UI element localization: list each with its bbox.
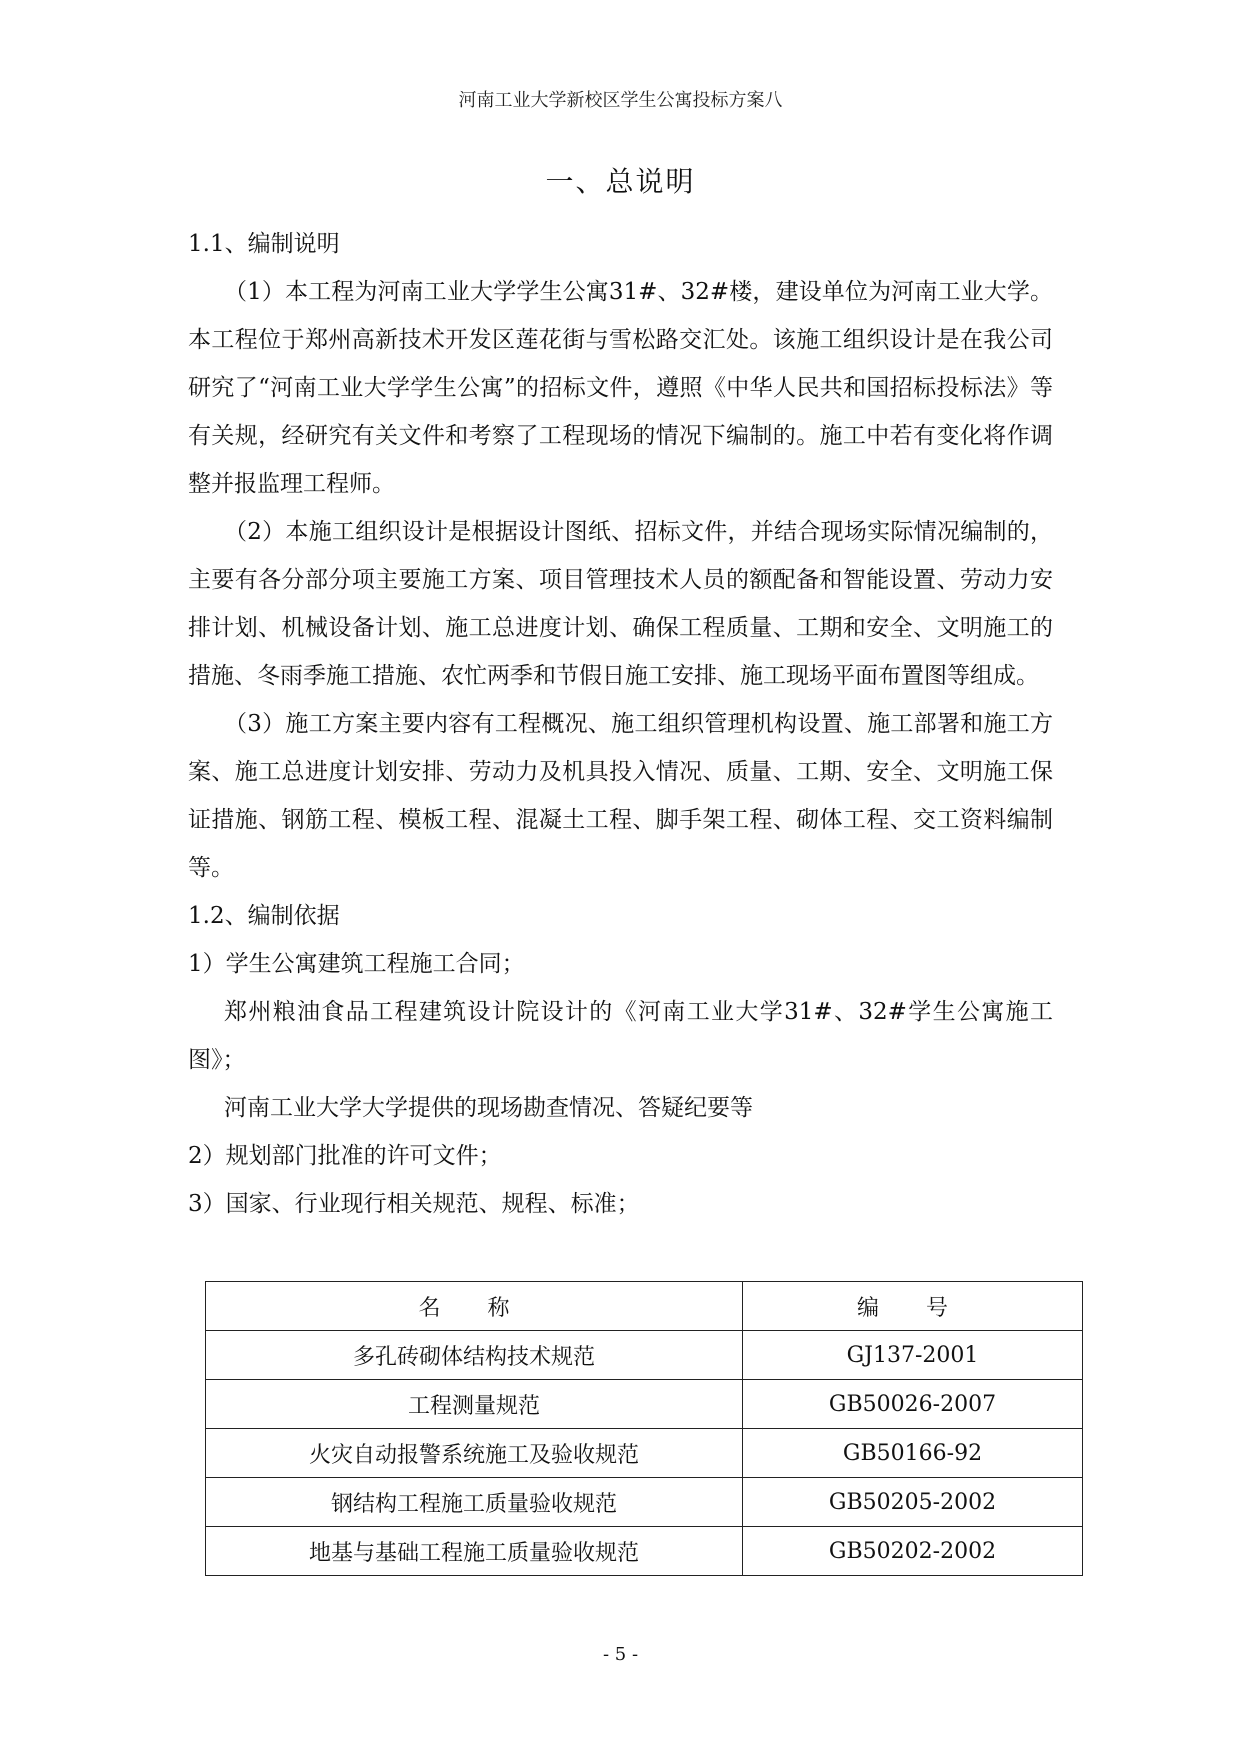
standard-name: 工程测量规范 <box>206 1380 743 1429</box>
table-header-row <box>206 1282 1083 1331</box>
paragraph-1: （1）本工程为河南工业大学学生公寓31#、32#楼，建设单位为河南工业大学。本工程位于郑州高新技术开发区莲花街与雪松路交汇处。该施工组织设计是在我公司研究了“河南工业大学学生公寓”的招标文件，遵照《中华人民共和国招标投标法》等有关规，经研究有关文件和考察了工程现场的情况下编制的。施工中若有变化将作调整并报监理工程师。 <box>188 279 1053 497</box>
basis-item-2: 2）规划部门批准的许可文件； <box>188 1143 502 1169</box>
table-row <box>206 1527 1083 1576</box>
column-header-code: 编 号 <box>743 1282 1083 1331</box>
standards-table <box>205 1281 1083 1576</box>
basis-item-1: 1）学生公寓建筑工程施工合同； <box>188 951 525 977</box>
standard-name: 火灾自动报警系统施工及验收规范 <box>206 1429 743 1478</box>
standard-name: 钢结构工程施工质量验收规范 <box>206 1478 743 1527</box>
table-row <box>206 1478 1083 1527</box>
section-title: 一、总说明 <box>545 165 696 198</box>
paragraph-3: （3）施工方案主要内容有工程概况、施工组织管理机构设置、施工部署和施工方案、施工总进度计划安排、劳动力及机具投入情况、质量、工期、安全、文明施工保证措施、钢筋工程、模板工程、混凝土工程、脚手架工程、砌体工程、交工资料编制等。 <box>188 711 1053 881</box>
page-number: - 5 - <box>602 1644 639 1665</box>
paragraph-2: （2）本施工组织设计是根据设计图纸、招标文件，并结合现场实际情况编制的，主要有各分部分项主要施工方案、项目管理技术人员的额配备和智能设置、劳动力安排计划、机械设备计划、施工总进度计划、确保工程质量、工期和安全、文明施工的措施、冬雨季施工措施、农忙两季和节假日施工安排、施工现场平面布置图等组成。 <box>188 519 1053 689</box>
table-row <box>206 1331 1083 1380</box>
section-heading-1-2: 1.2、编制依据 <box>188 903 340 929</box>
standard-name: 多孔砖砌体结构技术规范 <box>206 1331 743 1380</box>
basis-item-1-detail-a: 郑州粮油食品工程建筑设计院设计的《河南工业大学31#、32#学生公寓施工图》； <box>188 999 1053 1073</box>
standard-code: GB50026-2007 <box>743 1380 1083 1429</box>
standard-code: GJ137-2001 <box>743 1331 1083 1380</box>
column-header-name: 名 称 <box>206 1282 743 1331</box>
standard-code: GB50166-92 <box>743 1429 1083 1478</box>
basis-item-1-detail-b: 河南工业大学大学提供的现场勘查情况、答疑纪要等 <box>224 1095 753 1121</box>
basis-item-3: 3）国家、行业现行相关规范、规程、标准； <box>188 1191 640 1217</box>
page-header: 河南工业大学新校区学生公寓投标方案八 <box>458 90 783 111</box>
table-row <box>206 1429 1083 1478</box>
standard-code: GB50205-2002 <box>743 1478 1083 1527</box>
standard-name: 地基与基础工程施工质量验收规范 <box>206 1527 743 1576</box>
table-row <box>206 1380 1083 1429</box>
section-heading-1-1: 1.1、编制说明 <box>188 231 340 257</box>
document-body <box>188 220 1053 1228</box>
standard-code: GB50202-2002 <box>743 1527 1083 1576</box>
